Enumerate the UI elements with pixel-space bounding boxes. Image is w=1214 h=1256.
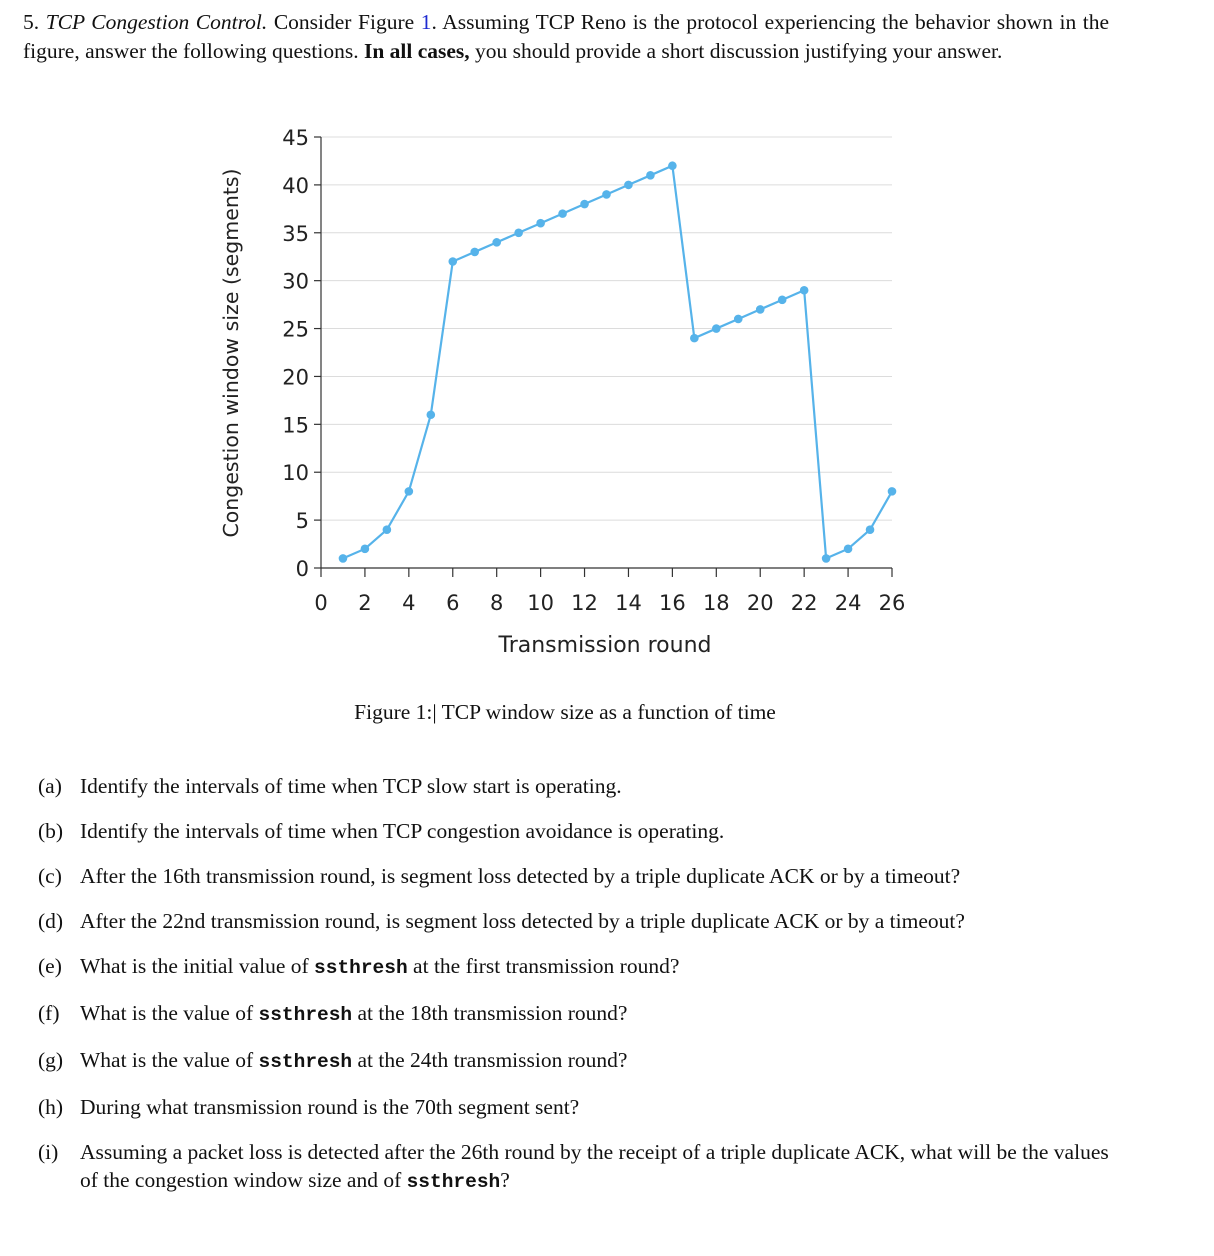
y-tick-label: 25 (282, 317, 309, 342)
question-text: What is the initial value of (80, 954, 315, 978)
cwnd-data-point (734, 315, 743, 324)
question-text: What is the value of (80, 1048, 259, 1072)
question-label: (c) (38, 864, 62, 888)
y-tick-label: 20 (282, 365, 309, 390)
x-tick-label: 18 (702, 591, 730, 615)
x-tick-label: 4 (402, 591, 416, 615)
problem-number: 5. (23, 10, 40, 34)
question-item (38, 817, 1113, 845)
cwnd-data-point (712, 324, 721, 333)
figure-reference-link[interactable]: 1 (420, 10, 432, 34)
question-label: (h) (38, 1095, 64, 1119)
question-text: After the 16th transmission round, is segment loss detected by a triple duplicate ACK or by a timeout? (80, 864, 961, 888)
cwnd-data-point (580, 200, 589, 209)
question-item (38, 907, 1113, 935)
x-tick-label: 0 (314, 591, 328, 615)
y-tick-label: 10 (282, 461, 309, 486)
question-text: During what transmission round is the 70th segment sent? (80, 1095, 580, 1119)
x-tick-label: 8 (490, 591, 504, 615)
question-text: After the 22nd transmission round, is segment loss detected by a triple duplicate ACK or by a timeout? (80, 909, 965, 933)
y-tick-label: 35 (282, 221, 309, 246)
y-tick-label: 5 (295, 509, 309, 534)
cwnd-data-point (558, 209, 567, 218)
cwnd-data-point (536, 219, 545, 228)
cwnd-data-point (405, 487, 414, 496)
x-tick-label: 20 (746, 591, 774, 615)
code-ssthresh: ssthresh (258, 1051, 353, 1073)
problem-emphasis: In all cases, (363, 38, 470, 63)
code-ssthresh: ssthresh (406, 1171, 501, 1193)
question-text: at the 24th transmission round? (352, 1048, 628, 1072)
cwnd-data-point (361, 545, 370, 554)
question-label: (a) (38, 774, 62, 798)
question-text: Assuming a packet loss is detected after the 26th round by the receipt of a triple duplicate ACK, what will be the values of the congestion window size and of (80, 1140, 1109, 1192)
cwnd-data-point (668, 161, 677, 170)
cwnd-data-point (514, 228, 523, 237)
cwnd-data-point (448, 257, 457, 266)
cwnd-data-point (383, 525, 392, 534)
y-tick-label: 30 (282, 269, 309, 294)
cwnd-data-point (602, 190, 611, 199)
x-axis-title: Transmission round (498, 633, 712, 658)
question-item (38, 1138, 1113, 1196)
x-tick-label: 10 (527, 591, 554, 615)
cwnd-data-point (844, 545, 853, 554)
question-item (38, 999, 1113, 1029)
cwnd-data-point (646, 171, 655, 180)
cwnd-data-point (800, 286, 809, 295)
x-tick-label: 2 (358, 591, 372, 615)
x-tick-label: 14 (615, 591, 642, 615)
cwnd-series-line (343, 166, 892, 559)
y-tick-label: 0 (295, 557, 309, 581)
question-label: (i) (38, 1140, 59, 1164)
question-label: (e) (38, 954, 62, 978)
question-text: What is the value of (80, 1001, 259, 1025)
question-text: at the 18th transmission round? (352, 1001, 628, 1025)
question-label: (f) (38, 1001, 60, 1025)
cwnd-data-point (756, 305, 765, 314)
question-label: (b) (38, 819, 64, 843)
question-item (38, 952, 1113, 982)
cwnd-data-point (470, 248, 479, 257)
cwnd-data-point (778, 296, 787, 305)
cwnd-data-point (866, 525, 875, 534)
x-tick-label: 26 (878, 591, 906, 615)
question-label: (g) (38, 1048, 64, 1072)
question-item (38, 772, 1113, 800)
question-list (38, 772, 1113, 1213)
x-tick-label: 16 (659, 591, 686, 615)
question-text: ? (500, 1168, 510, 1192)
question-item (38, 1093, 1113, 1121)
code-ssthresh: ssthresh (258, 1004, 353, 1026)
question-text: Identify the intervals of time when TCP congestion avoidance is operating. (80, 819, 725, 843)
problem-text-end: you should provide a short discussion justifying your answer. (475, 38, 1003, 63)
cwnd-data-point (690, 334, 699, 343)
cwnd-data-point (822, 554, 831, 563)
cwnd-data-point (624, 181, 633, 190)
cwnd-data-point (888, 487, 897, 496)
cwnd-data-point (339, 554, 348, 563)
question-text: at the first transmission round? (407, 954, 680, 978)
question-label: (d) (38, 909, 64, 933)
code-ssthresh: ssthresh (314, 957, 408, 979)
y-tick-label: 15 (282, 413, 309, 438)
question-item (38, 862, 1113, 890)
problem-text-start: Consider Figure (273, 10, 415, 34)
x-tick-label: 22 (790, 591, 818, 615)
cwnd-data-point (427, 410, 436, 419)
figure-caption: Figure 1:| TCP window size as a function of time (354, 700, 776, 724)
x-tick-label: 24 (834, 591, 862, 615)
y-axis-title: Congestion window size (segments) (219, 168, 243, 538)
problem-text-middle: . Assuming TCP Reno is the protocol experiencing the behavior shown in the figure, answer the following questions. (23, 10, 1110, 63)
cwnd-data-point (492, 238, 501, 247)
y-tick-label: 45 (282, 126, 309, 150)
y-tick-label: 40 (282, 173, 309, 198)
problem-title: TCP Congestion Control. (45, 10, 268, 34)
question-text: Identify the intervals of time when TCP slow start is operating. (80, 774, 622, 798)
question-item (38, 1046, 1113, 1076)
x-tick-label: 6 (446, 591, 460, 615)
x-tick-label: 12 (571, 591, 598, 615)
